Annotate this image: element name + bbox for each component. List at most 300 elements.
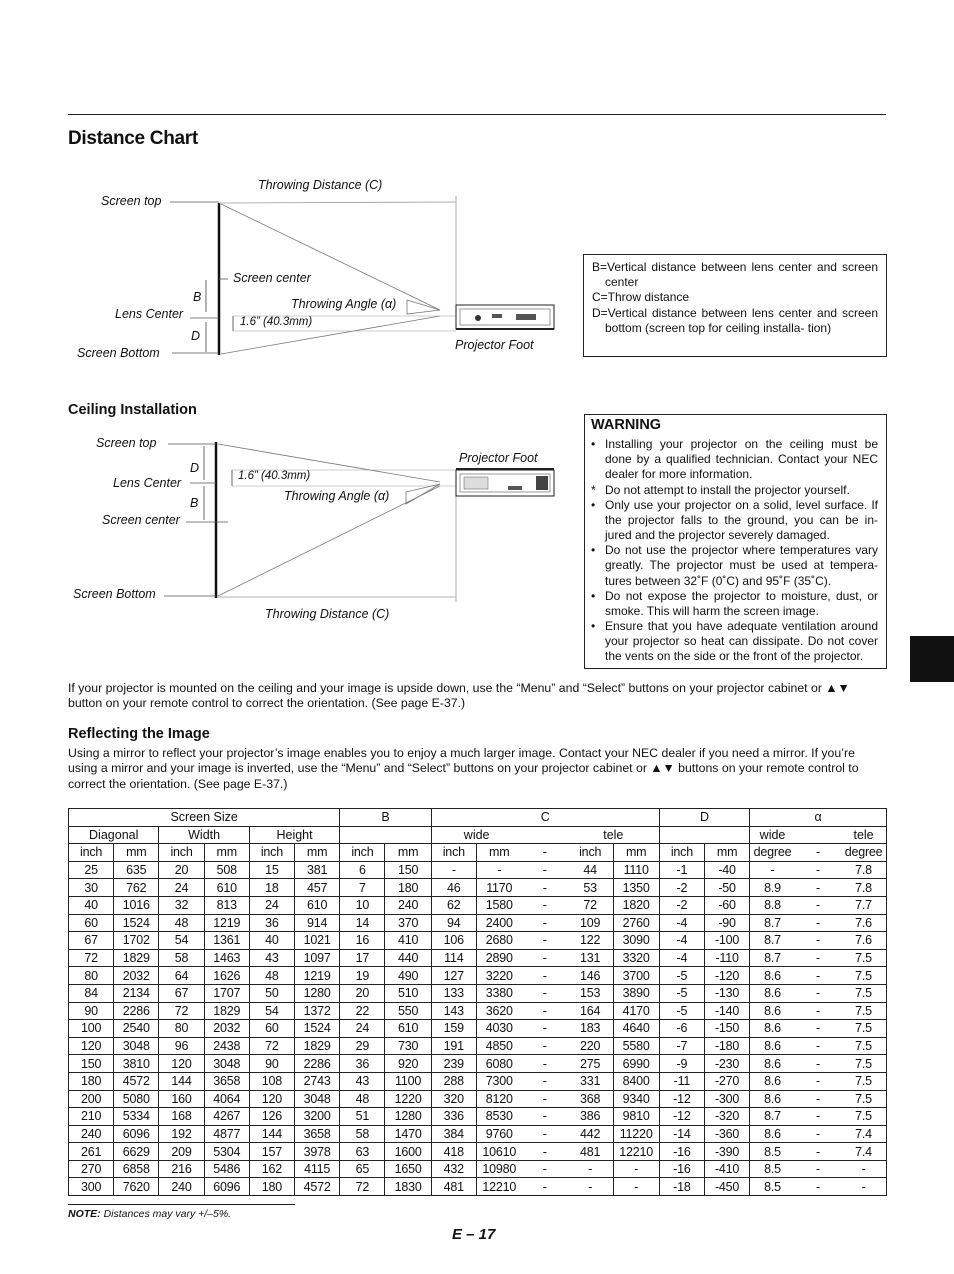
table-cell: -: [750, 861, 795, 879]
table-cell: -5: [659, 984, 704, 1002]
table-cell: 48: [159, 914, 204, 932]
table-cell: 240: [69, 1125, 114, 1143]
table-cell: -390: [704, 1143, 749, 1161]
table-cell: 90: [69, 1002, 114, 1020]
table-cell: 1702: [114, 932, 159, 950]
alpha-header: α: [750, 809, 887, 827]
table-cell: 4850: [476, 1037, 521, 1055]
legend-b: B=Vertical distance between lens center and screen center: [592, 260, 878, 290]
table-cell: 8.7: [750, 1108, 795, 1126]
table-cell: 2134: [114, 984, 159, 1002]
table-cell: 11220: [613, 1125, 659, 1143]
table-cell: 610: [295, 896, 340, 914]
ceiling-projector-foot-label: Projector Foot: [459, 451, 538, 465]
table-cell: -100: [704, 932, 749, 950]
table-cell: 2400: [476, 914, 521, 932]
table-cell: 9340: [613, 1090, 659, 1108]
table-cell: 4572: [295, 1178, 340, 1196]
table-cell: -: [816, 933, 820, 948]
table-cell: 18: [249, 879, 294, 897]
table-cell: -110: [704, 949, 749, 967]
alpha-wide-header: wide: [750, 826, 795, 844]
table-cell: 24: [249, 896, 294, 914]
table-cell: -: [542, 863, 547, 878]
table-cell: 1580: [476, 896, 521, 914]
table-cell: 4064: [204, 1090, 249, 1108]
warning-item: • Do not use the projector where temperatures vary greatly. The projector must be used at tempera- tures between 32˚F (0˚C) and 95˚F (35˚C).: [591, 543, 878, 588]
table-cell: 12210: [476, 1178, 521, 1196]
table-cell: 168: [159, 1108, 204, 1126]
table-cell: 5486: [204, 1160, 249, 1178]
d-sub-blank: [659, 826, 749, 844]
table-cell: 4877: [204, 1125, 249, 1143]
projection-upper-ray: [221, 204, 440, 310]
table-cell: -: [816, 1144, 820, 1159]
table-cell: 3320: [613, 949, 659, 967]
table-cell: 1350: [613, 879, 659, 897]
table-cell: -14: [659, 1125, 704, 1143]
b-sub-blank: [340, 826, 431, 844]
table-cell: 8.9: [750, 879, 795, 897]
table-row: [69, 879, 887, 897]
table-cell: -270: [704, 1072, 749, 1090]
table-cell: 210: [69, 1108, 114, 1126]
table-cell: -: [816, 898, 820, 913]
table-row: [69, 1178, 887, 1196]
table-cell: 22: [340, 1002, 385, 1020]
table-cell: 1829: [295, 1037, 340, 1055]
warning-item: • Installing your projector on the ceiling must be done by a qualified technician. Contact your NEC dealer for more information.: [591, 437, 878, 482]
table-cell: -230: [704, 1055, 749, 1073]
table-cell: -: [816, 863, 820, 878]
table-cell: 16: [340, 932, 385, 950]
table-cell: 6080: [476, 1055, 521, 1073]
table-cell: 4030: [476, 1020, 521, 1038]
table-cell: -: [816, 1039, 820, 1054]
table-cell: 410: [385, 932, 431, 950]
table-cell: 3658: [295, 1125, 340, 1143]
table-cell: -5: [659, 967, 704, 985]
table-cell: mm: [613, 844, 659, 862]
table-cell: 80: [69, 967, 114, 985]
table-cell: 510: [385, 984, 431, 1002]
table-cell: -: [588, 1179, 593, 1194]
table-cell: 7.4: [855, 1126, 872, 1141]
distance-note: [68, 1208, 231, 1220]
table-cell: 3658: [204, 1072, 249, 1090]
screen-bottom-label: Screen Bottom: [77, 346, 160, 360]
table-cell: -: [542, 1126, 547, 1141]
table-cell: 192: [159, 1125, 204, 1143]
table-cell: 481: [431, 1178, 476, 1196]
throwing-angle-wedge: [406, 484, 440, 504]
table-cell: -: [816, 986, 820, 1001]
table-cell: 8.5: [750, 1178, 795, 1196]
table-cell: -: [816, 845, 820, 860]
table-cell: 610: [385, 1020, 431, 1038]
table-cell: -90: [704, 914, 749, 932]
table-cell: 51: [340, 1108, 385, 1126]
table-cell: 67: [69, 932, 114, 950]
table-cell: 7300: [476, 1072, 521, 1090]
table-cell: 220: [580, 1039, 601, 1054]
table-cell: 5334: [114, 1108, 159, 1126]
table-cell: mm: [385, 844, 431, 862]
b-label: B: [193, 290, 202, 304]
table-row: [69, 1037, 887, 1055]
table-cell: 1219: [204, 914, 249, 932]
table-cell: 150: [69, 1055, 114, 1073]
table-cell: 72: [159, 1002, 204, 1020]
table-cell: 1463: [204, 949, 249, 967]
ceiling-throwing-angle-label: Throwing Angle (α): [284, 489, 390, 503]
table-cell: -5: [659, 1002, 704, 1020]
table-cell: 4115: [295, 1160, 340, 1178]
offset-label: 1.6” (40.3mm): [240, 316, 313, 328]
width-header: Width: [159, 826, 249, 844]
table-cell: -4: [659, 932, 704, 950]
c-wide-header: wide: [431, 826, 521, 844]
table-cell: 8.6: [750, 984, 795, 1002]
table-cell: 1470: [385, 1125, 431, 1143]
table-cell: 17: [340, 949, 385, 967]
table-cell: 8.5: [750, 1143, 795, 1161]
table-cell: 239: [431, 1055, 476, 1073]
table-cell: 153: [580, 986, 601, 1001]
table-row: [69, 1108, 887, 1126]
table-cell: -: [542, 933, 547, 948]
table-cell: 7.5: [855, 1056, 872, 1071]
table-cell: 1220: [385, 1090, 431, 1108]
table-cell: 60: [69, 914, 114, 932]
table-cell: 84: [69, 984, 114, 1002]
table-cell: 7620: [114, 1178, 159, 1196]
table-cell: 240: [159, 1178, 204, 1196]
c-header: C: [431, 809, 659, 827]
table-cell: 8.7: [750, 932, 795, 950]
table-cell: 7.7: [855, 898, 872, 913]
table-row: [69, 1160, 887, 1178]
table-cell: -: [816, 1056, 820, 1071]
ceiling-offset-label: 1.6” (40.3mm): [238, 470, 311, 482]
table-cell: -: [542, 915, 547, 930]
table-cell: inch: [431, 844, 476, 862]
table-cell: 126: [249, 1108, 294, 1126]
table-cell: 1600: [385, 1143, 431, 1161]
table-cell: -: [816, 880, 820, 895]
table-row: [69, 967, 887, 985]
table-cell: -130: [704, 984, 749, 1002]
table-cell: -: [816, 1162, 820, 1177]
table-cell: 7.8: [855, 880, 872, 895]
table-cell: 490: [385, 967, 431, 985]
distance-table: [68, 808, 887, 1196]
ceiling-screen-bottom-label: Screen Bottom: [73, 587, 156, 601]
table-cell: -: [542, 1074, 547, 1089]
table-cell: 7.5: [855, 1003, 872, 1018]
table-cell: 2032: [204, 1020, 249, 1038]
table-cell: 53: [583, 880, 597, 895]
table-cell: 8120: [476, 1090, 521, 1108]
ceiling-throwing-distance-label: Throwing Distance (C): [265, 607, 390, 621]
d-label: D: [191, 329, 201, 343]
projector-icon: [456, 469, 554, 496]
table-cell: inch: [340, 844, 385, 862]
table-cell: -: [613, 1160, 659, 1178]
table-cell: -40: [704, 861, 749, 879]
screen-center-label: Screen center: [233, 271, 311, 285]
table-cell: -: [542, 1109, 547, 1124]
table-cell: -12: [659, 1090, 704, 1108]
table-cell: 72: [69, 949, 114, 967]
table-cell: 8.6: [750, 1072, 795, 1090]
table-cell: -: [542, 880, 547, 895]
table-cell: 7.5: [855, 1074, 872, 1089]
table-row: [69, 932, 887, 950]
table-cell: 1016: [114, 896, 159, 914]
table-sub-header-row: [69, 826, 887, 844]
table-cell: 94: [431, 914, 476, 932]
table-cell: 120: [159, 1055, 204, 1073]
legend-box: [583, 254, 887, 357]
table-cell: 20: [340, 984, 385, 1002]
table-cell: 180: [249, 1178, 294, 1196]
c-tele-header: tele: [603, 827, 624, 842]
table-cell: 3978: [295, 1143, 340, 1161]
table-cell: 8.6: [750, 1090, 795, 1108]
table-cell: -: [861, 1179, 866, 1194]
table-cell: 8400: [613, 1072, 659, 1090]
table-cell: inch: [69, 844, 114, 862]
table-cell: 131: [580, 951, 601, 966]
table-cell: 36: [249, 914, 294, 932]
table-cell: 209: [159, 1143, 204, 1161]
table-cell: -: [816, 951, 820, 966]
throwing-angle-label: Throwing Angle (α): [291, 297, 397, 311]
table-cell: 72: [249, 1037, 294, 1055]
table-cell: 180: [69, 1072, 114, 1090]
table-cell: 109: [580, 915, 601, 930]
table-cell: 914: [295, 914, 340, 932]
table-cell: 24: [340, 1020, 385, 1038]
ceiling-b-label: B: [190, 496, 199, 510]
table-cell: 8.6: [750, 1125, 795, 1143]
table-cell: 1626: [204, 967, 249, 985]
warning-item: * Do not attempt to install the projector yourself.: [591, 482, 850, 497]
table-row: [69, 1002, 887, 1020]
d-header: D: [659, 809, 749, 827]
table-cell: 150: [385, 861, 431, 879]
table-cell: mm: [476, 844, 521, 862]
ceiling-installation-heading: Ceiling Installation: [68, 402, 197, 418]
table-cell: 1830: [385, 1178, 431, 1196]
table-cell: 122: [580, 933, 601, 948]
table-cell: 1829: [114, 949, 159, 967]
note-label: NOTE:: [68, 1208, 101, 1220]
diagonal-header: Diagonal: [69, 826, 159, 844]
table-cell: 146: [580, 968, 601, 983]
table-cell: 216: [159, 1160, 204, 1178]
table-cell: 44: [583, 863, 597, 878]
table-cell: 3048: [114, 1037, 159, 1055]
table-cell: 120: [69, 1037, 114, 1055]
table-row: [69, 1125, 887, 1143]
table-cell: 8.6: [750, 1020, 795, 1038]
table-cell: 2032: [114, 967, 159, 985]
table-cell: 96: [159, 1037, 204, 1055]
table-cell: 72: [340, 1178, 385, 1196]
table-cell: 144: [249, 1125, 294, 1143]
table-cell: 54: [159, 932, 204, 950]
table-cell: 275: [580, 1056, 601, 1071]
table-row: [69, 1090, 887, 1108]
table-cell: 90: [249, 1055, 294, 1073]
table-cell: 48: [340, 1090, 385, 1108]
table-cell: 8.8: [750, 896, 795, 914]
table-cell: 106: [431, 932, 476, 950]
table-cell: 7.6: [855, 915, 872, 930]
table-cell: -150: [704, 1020, 749, 1038]
table-cell: 157: [249, 1143, 294, 1161]
table-cell: degree: [750, 844, 795, 862]
table-cell: -6: [659, 1020, 704, 1038]
table-cell: 336: [431, 1108, 476, 1126]
table-group-header-row: [69, 809, 887, 827]
table-cell: 10980: [476, 1160, 521, 1178]
table-cell: 813: [204, 896, 249, 914]
table-cell: -: [542, 845, 547, 860]
table-cell: 3810: [114, 1055, 159, 1073]
table-cell: -9: [659, 1055, 704, 1073]
table-cell: 12210: [613, 1143, 659, 1161]
table-cell: 1097: [295, 949, 340, 967]
table-cell: 67: [159, 984, 204, 1002]
table-cell: inch: [249, 844, 294, 862]
table-cell: -: [816, 968, 820, 983]
table-cell: 191: [431, 1037, 476, 1055]
table-cell: -: [542, 986, 547, 1001]
legend-c: C=Throw distance: [592, 290, 690, 305]
table-cell: 62: [431, 896, 476, 914]
table-cell: 730: [385, 1037, 431, 1055]
legend-d: D=Vertical distance between lens center and screen bottom (screen top for ceiling installa- tion): [592, 305, 878, 335]
table-cell: -: [542, 1039, 547, 1054]
table-cell: -300: [704, 1090, 749, 1108]
table-cell: -410: [704, 1160, 749, 1178]
table-cell: -50: [704, 879, 749, 897]
table-row: [69, 984, 887, 1002]
table-cell: 331: [580, 1074, 601, 1089]
warning-box: [584, 414, 887, 669]
table-cell: 2438: [204, 1037, 249, 1055]
table-cell: 3620: [476, 1002, 521, 1020]
table-cell: -: [431, 861, 476, 879]
table-cell: 8.6: [750, 967, 795, 985]
table-cell: -320: [704, 1108, 749, 1126]
table-cell: 20: [159, 861, 204, 879]
table-cell: 7.5: [855, 1109, 872, 1124]
table-cell: 2540: [114, 1020, 159, 1038]
table-cell: -12: [659, 1108, 704, 1126]
table-cell: -: [588, 1162, 593, 1177]
table-cell: 6096: [204, 1178, 249, 1196]
table-cell: 7.5: [855, 1091, 872, 1106]
table-cell: -60: [704, 896, 749, 914]
table-cell: -: [542, 1091, 547, 1106]
screen-size-header: Screen Size: [69, 809, 340, 827]
table-cell: 164: [580, 1003, 601, 1018]
table-cell: 6858: [114, 1160, 159, 1178]
table-cell: 183: [580, 1021, 601, 1036]
warning-item: • Do not expose the projector to moisture, dust, or smoke. This will harm the screen image.: [591, 588, 878, 618]
table-cell: 10: [340, 896, 385, 914]
table-cell: -: [816, 1091, 820, 1106]
table-cell: 1100: [385, 1072, 431, 1090]
table-cell: 8.6: [750, 1055, 795, 1073]
table-cell: 3200: [295, 1108, 340, 1126]
table-cell: 320: [431, 1090, 476, 1108]
table-cell: 440: [385, 949, 431, 967]
table-cell: 381: [295, 861, 340, 879]
table-cell: 3090: [613, 932, 659, 950]
table-row: [69, 861, 887, 879]
table-cell: 144: [159, 1072, 204, 1090]
table-cell: 4267: [204, 1108, 249, 1126]
table-cell: 3700: [613, 967, 659, 985]
table-cell: 200: [69, 1090, 114, 1108]
c-sub-blank: [522, 826, 568, 844]
table-cell: degree: [844, 845, 883, 860]
table-cell: 300: [69, 1178, 114, 1196]
table-cell: 7.8: [855, 863, 872, 878]
table-cell: 368: [580, 1091, 601, 1106]
throwing-distance-label: Throwing Distance (C): [258, 178, 383, 192]
table-cell: 100: [69, 1020, 114, 1038]
table-cell: 60: [249, 1020, 294, 1038]
table-cell: 1829: [204, 1002, 249, 1020]
table-cell: 1170: [476, 879, 521, 897]
table-cell: 3220: [476, 967, 521, 985]
table-cell: 24: [159, 879, 204, 897]
table-cell: -360: [704, 1125, 749, 1143]
table-cell: -: [816, 1179, 820, 1194]
table-cell: -16: [659, 1160, 704, 1178]
table-cell: 72: [583, 898, 597, 913]
table-cell: -7: [659, 1037, 704, 1055]
table-cell: mm: [295, 844, 340, 862]
table-cell: 58: [340, 1125, 385, 1143]
table-cell: 58: [159, 949, 204, 967]
table-cell: -: [816, 1021, 820, 1036]
table-cell: -: [542, 951, 547, 966]
table-cell: 7.5: [855, 986, 872, 1001]
table-cell: 8.7: [750, 914, 795, 932]
table-cell: -: [816, 1109, 820, 1124]
page-number: E – 17: [452, 1226, 496, 1243]
table-cell: -1: [659, 861, 704, 879]
table-cell: 1524: [114, 914, 159, 932]
note-text: Distances may vary +/–5%.: [100, 1208, 232, 1220]
table-cell: 15: [249, 861, 294, 879]
table-cell: 8.6: [750, 1037, 795, 1055]
table-cell: 2680: [476, 932, 521, 950]
table-cell: 114: [431, 949, 476, 967]
table-cell: 7.5: [855, 1021, 872, 1036]
table-row: [69, 1143, 887, 1161]
table-row: [69, 1072, 887, 1090]
alpha-tele-header: tele: [853, 827, 874, 842]
table-cell: 65: [340, 1160, 385, 1178]
